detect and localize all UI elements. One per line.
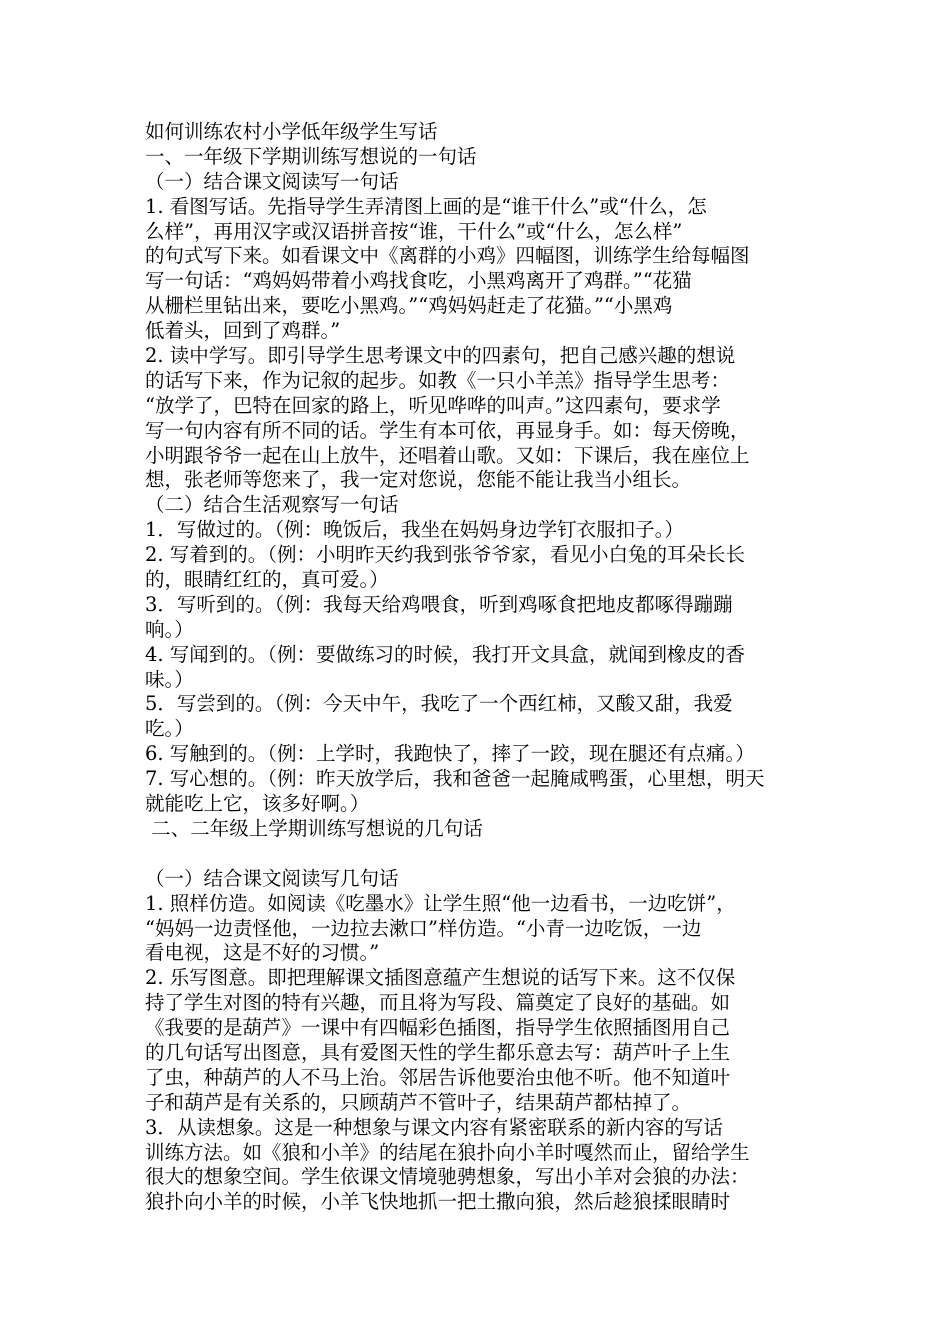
text-line: 响。） [145, 617, 194, 641]
text-line: （一）结合课文阅读写一句话 [145, 169, 399, 193]
text-line: 6. 写触到的。（例：上学时，我跑快了，摔了一跤，现在腿还有点痛。） [145, 742, 755, 766]
text-line: 7. 写心想的。（例：昨天放学后，我和爸爸一起腌咸鸭蛋，心里想，明天 [145, 767, 765, 791]
text-line: 了虫，种葫芦的人不马上治。邻居告诉他要治虫他不听。他不知道叶 [145, 1065, 731, 1089]
text-line: 的话写下来，作为记叙的起步。如教《一只小羊羔》指导学生思考： [145, 368, 731, 392]
text-line: 二、二年级上学期训练写想说的几句话 [145, 816, 483, 840]
text-line: 写一句内容有所不同的话。学生有本可依，再显身手。如：每天傍晚， [145, 418, 750, 442]
text-line: “放学了，巴特在回家的路上，听见哗哗的叫声。”这四素句，要求学 [145, 393, 721, 417]
text-line: 训练方法。如《狼和小羊》的结尾在狼扑向小羊时嘎然而止，留给学生 [145, 1140, 750, 1164]
document-body [145, 120, 825, 1215]
text-line: 吃。） [145, 717, 194, 741]
text-line: 想，张老师等您来了，我一定对您说，您能不能让我当小组长。 [145, 468, 692, 492]
text-line: 的句式写下来。如看课文中《离群的小鸡》四幅图，训练学生给每幅图 [145, 244, 750, 268]
text-line: 3．从读想象。这是一种想象与课文内容有紧密联系的新内容的写话 [145, 1115, 723, 1139]
text-line: 2. 乐写图意。即把理解课文插图意蕴产生想说的话写下来。这不仅保 [145, 966, 736, 990]
text-line: 2. 写着到的。（例：小明昨天约我到张爷爷家，看见小白兔的耳朵长长 [145, 543, 746, 567]
text-line: 看电视，这是不好的习惯。” [145, 941, 380, 965]
text-line: （二）结合生活观察写一句话 [145, 493, 399, 517]
text-line: 1. 照样仿造。如阅读《吃墨水》让学生照“他一边看书，一边吃饼”， [145, 891, 736, 915]
text-line: 子和葫芦是有关系的，只顾葫芦不管叶子，结果葫芦都枯掉了。 [145, 1090, 692, 1114]
document-title: 如何训练农村小学低年级学生写话 [145, 120, 438, 143]
text-line: 2. 读中学写。即引导学生思考课文中的四素句，把自己感兴趣的想说 [145, 344, 736, 368]
text-line: 很大的想象空间。学生依课文情境驰骋想象，写出小羊对会狼的办法： [145, 1165, 750, 1189]
text-line: 么样”，再用汉字或汉语拼音按“谁，干什么”或“什么，怎么样” [145, 219, 683, 243]
text-line: 1．写做过的。（例：晚饭后，我坐在妈妈身边学钉衣服扣子。） [145, 518, 684, 542]
text-line: 1. 看图写话。先指导学生弄清图上画的是“谁干什么”或“什么，怎 [145, 194, 707, 218]
text-line: 3．写听到的。（例：我每天给鸡喂食，听到鸡啄食把地皮都啄得蹦蹦 [145, 592, 733, 616]
text-line: 低着头，回到了鸡群。” [145, 319, 341, 343]
text-line: 写一句话：“鸡妈妈带着小鸡找食吃，小黑鸡离开了鸡群。”“花猫 [145, 269, 692, 293]
text-line: 小明跟爷爷一起在山上放牛，还唱着山歌。又如：下课后，我在座位上 [145, 443, 750, 467]
text-line: 持了学生对图的特有兴趣，而且将为写段、篇奠定了良好的基础。如 [145, 991, 731, 1015]
text-line: 的几句话写出图意，具有爱图天性的学生都乐意去写：葫芦叶子上生 [145, 1040, 731, 1064]
text-line: （一）结合课文阅读写几句话 [145, 866, 399, 890]
text-line: 《我要的是葫芦》一课中有四幅彩色插图，指导学生依照插图用自己 [145, 1016, 731, 1040]
text-line: 狼扑向小羊的时候，小羊飞快地抓一把土撒向狼，然后趁狼揉眼睛时 [145, 1190, 731, 1214]
text-line: 5．写尝到的。（例：今天中午，我吃了一个西红柿，又酸又甜，我爱 [145, 692, 733, 716]
text-line: 从栅栏里钻出来，要吃小黑鸡。”“鸡妈妈赶走了花猫。”“小黑鸡 [145, 294, 673, 318]
text-line [145, 842, 825, 867]
text-line: 一、一年级下学期训练写想说的一句话 [145, 144, 477, 168]
text-line: 就能吃上它，该多好啊。） [145, 792, 370, 816]
text-line: 4. 写闻到的。（例：要做练习的时候，我打开文具盒，就闻到橡皮的香 [145, 642, 746, 666]
text-line: “妈妈一边责怪他，一边拉去漱口”样仿造。“小青一边吃饭，一边 [145, 916, 702, 940]
text-line: 味。） [145, 667, 194, 691]
text-line: 的，眼睛红红的，真可爱。） [145, 568, 389, 592]
